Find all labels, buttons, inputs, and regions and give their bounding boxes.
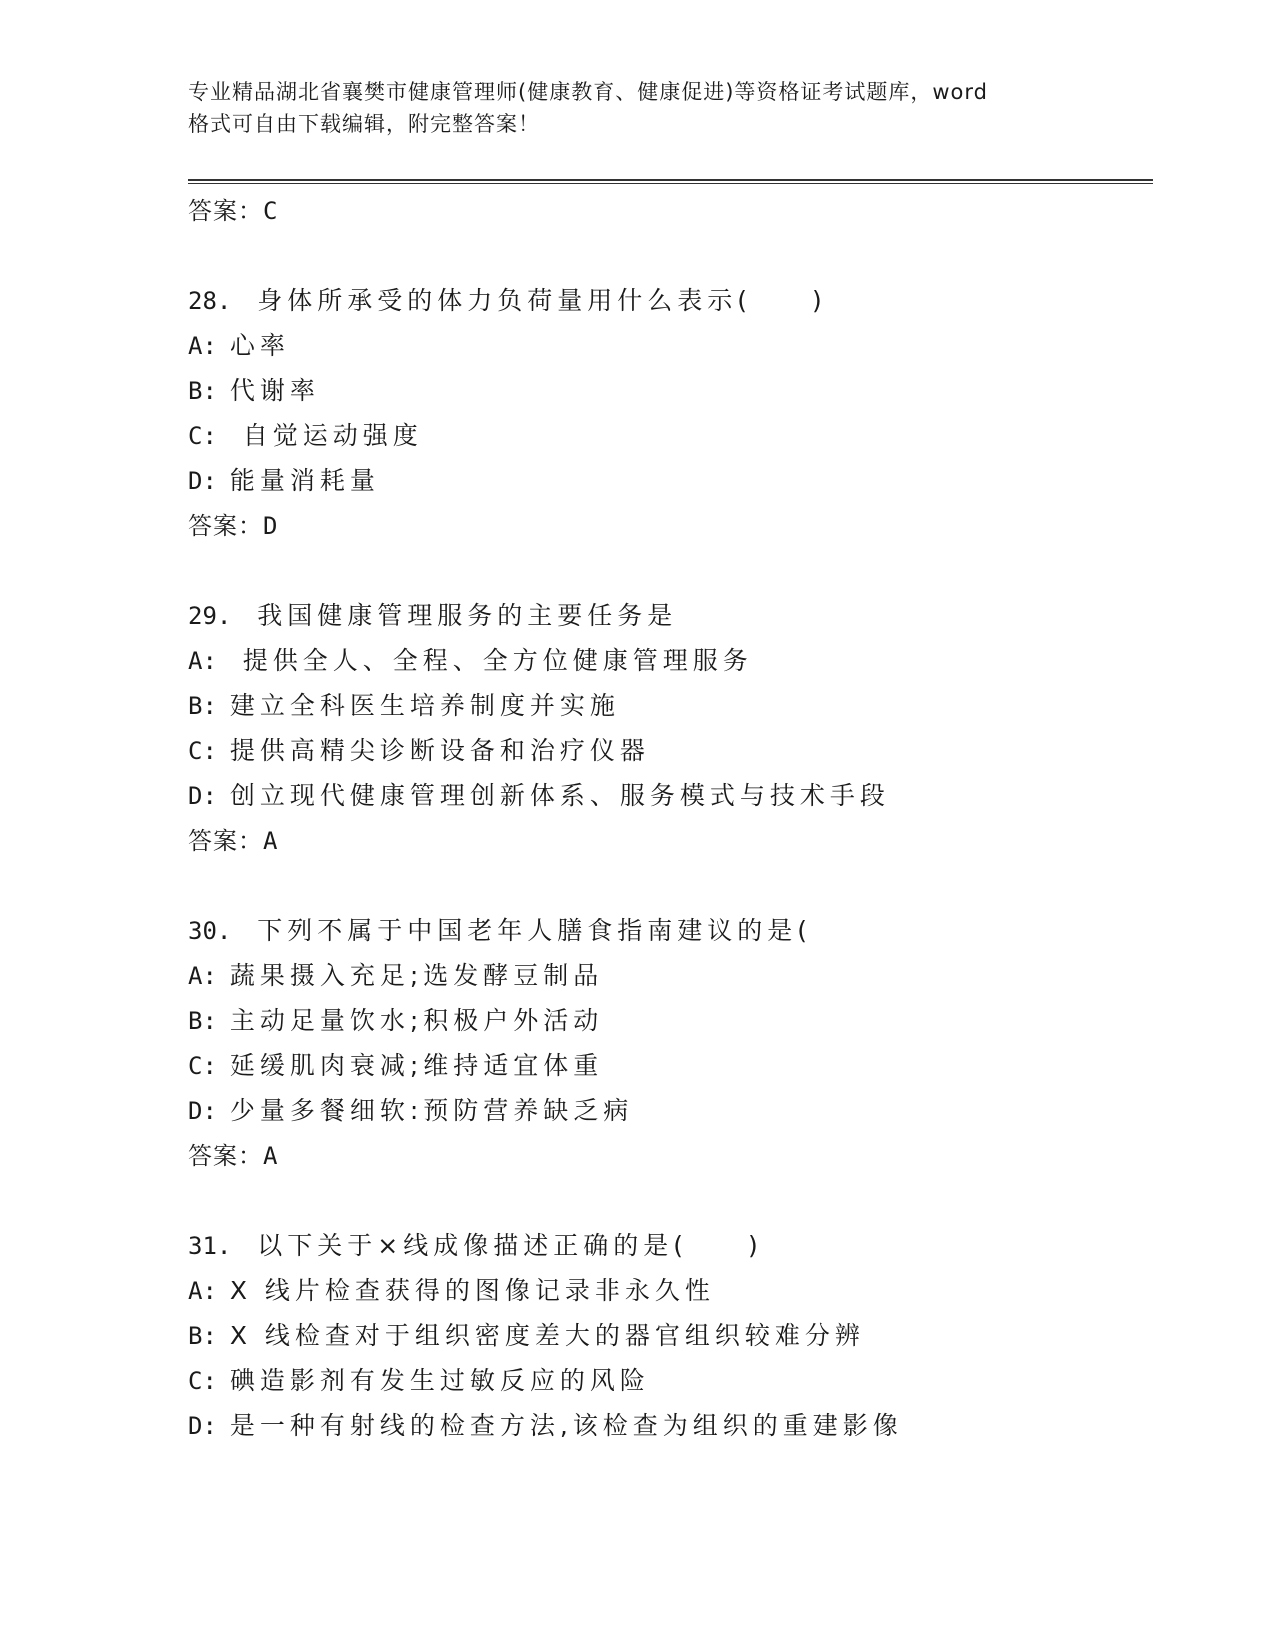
- option-gap: [217, 466, 230, 495]
- option-gap: [217, 961, 230, 990]
- option-line: [188, 638, 1153, 683]
- option-label: C:: [188, 422, 217, 450]
- option-line: [188, 368, 1153, 413]
- option-gap: [217, 1366, 230, 1395]
- option-text: 主动足量饮水;积极户外活动: [229, 1006, 604, 1035]
- option-line: [188, 1358, 1153, 1403]
- question-number-gap: [231, 916, 257, 945]
- answer-value: A: [263, 827, 279, 855]
- option-gap: [217, 1051, 230, 1080]
- option-label: B:: [188, 692, 217, 720]
- option-gap: [217, 376, 230, 405]
- option-line: [188, 413, 1153, 458]
- question-spacer: [188, 234, 1153, 278]
- option-label: A:: [188, 332, 217, 360]
- answer-label: 答案：: [188, 197, 263, 225]
- option-line: [188, 998, 1153, 1043]
- option-gap: [217, 736, 230, 765]
- option-text: X 线检查对于组织密度差大的器官组织较难分辨: [229, 1321, 865, 1350]
- option-text: 创立现代健康管理创新体系、服务模式与技术手段: [229, 781, 890, 810]
- header-divider: [188, 179, 1153, 184]
- answer-line: [188, 818, 1153, 864]
- option-label: B:: [188, 377, 217, 405]
- question-list: [188, 188, 1153, 1448]
- option-line: [188, 458, 1153, 503]
- question-number-gap: [231, 601, 257, 630]
- option-text: 提供全人、全程、全方位健康管理服务: [229, 646, 753, 675]
- answer-line: [188, 503, 1153, 549]
- option-text: X 线片检查获得的图像记录非永久性: [229, 1276, 715, 1305]
- answer-label: 答案：: [188, 827, 263, 855]
- question-number-gap: [231, 286, 257, 315]
- option-label: B:: [188, 1322, 217, 1350]
- question-text: 身体所承受的体力负荷量用什么表示( ): [257, 286, 827, 315]
- option-label: A:: [188, 962, 217, 990]
- option-label: D:: [188, 1412, 217, 1440]
- option-text: 碘造影剂有发生过敏反应的风险: [229, 1366, 650, 1395]
- option-gap: [217, 421, 230, 450]
- option-text: 是一种有射线的检查方法,该检查为组织的重建影像: [229, 1411, 903, 1440]
- option-text: 自觉运动强度: [229, 421, 423, 450]
- question-text: 以下关于×线成像描述正确的是( ): [257, 1231, 763, 1260]
- option-gap: [217, 1411, 230, 1440]
- question-number: 31.: [188, 1232, 232, 1260]
- option-line: [188, 1268, 1153, 1313]
- question-spacer: [188, 1179, 1153, 1223]
- question-spacer: [188, 864, 1153, 908]
- option-label: B:: [188, 1007, 217, 1035]
- option-text: 少量多餐细软:预防营养缺乏病: [229, 1096, 634, 1125]
- option-line: [188, 1043, 1153, 1088]
- option-text: 延缓肌肉衰减;维持适宜体重: [229, 1051, 604, 1080]
- option-text: 蔬果摄入充足;选发酵豆制品: [229, 961, 604, 990]
- option-label: A:: [188, 1277, 217, 1305]
- answer-line: [188, 1133, 1153, 1179]
- answer-value: D: [263, 512, 279, 540]
- option-line: [188, 683, 1153, 728]
- option-label: C:: [188, 737, 217, 765]
- option-line: [188, 953, 1153, 998]
- option-gap: [217, 781, 230, 810]
- option-line: [188, 1403, 1153, 1448]
- answer-line: [188, 188, 1153, 234]
- option-gap: [217, 691, 230, 720]
- option-line: [188, 728, 1153, 773]
- option-gap: [217, 1006, 230, 1035]
- option-gap: [217, 331, 230, 360]
- question-text: 下列不属于中国老年人膳食指南建议的是(: [257, 916, 813, 945]
- option-text: 建立全科医生培养制度并实施: [229, 691, 620, 720]
- page-header: [188, 76, 1088, 140]
- option-gap: [217, 1321, 230, 1350]
- question-text: 我国健康管理服务的主要任务是: [257, 601, 678, 630]
- option-gap: [217, 1276, 230, 1305]
- answer-label: 答案：: [188, 1142, 263, 1170]
- option-label: D:: [188, 467, 217, 495]
- option-label: C:: [188, 1367, 217, 1395]
- question-stem: [188, 593, 1153, 638]
- question-number-gap: [231, 1231, 257, 1260]
- option-text: 能量消耗量: [229, 466, 380, 495]
- question-number: 28.: [188, 287, 232, 315]
- question-number: 30.: [188, 917, 232, 945]
- option-label: D:: [188, 782, 217, 810]
- option-text: 提供高精尖诊断设备和治疗仪器: [229, 736, 650, 765]
- option-label: A:: [188, 647, 217, 675]
- option-line: [188, 773, 1153, 818]
- option-text: 代谢率: [229, 376, 320, 405]
- option-text: 心率: [229, 331, 290, 360]
- answer-label: 答案：: [188, 512, 263, 540]
- option-gap: [217, 646, 230, 675]
- question-spacer: [188, 549, 1153, 593]
- header-line-1: 专业精品湖北省襄樊市健康管理师(健康教育、健康促进)等资格证考试题库，word: [188, 80, 989, 104]
- option-label: D:: [188, 1097, 217, 1125]
- question-stem: [188, 1223, 1153, 1268]
- option-line: [188, 1088, 1153, 1133]
- question-stem: [188, 908, 1153, 953]
- option-line: [188, 1313, 1153, 1358]
- answer-value: A: [263, 1142, 279, 1170]
- option-gap: [217, 1096, 230, 1125]
- question-stem: [188, 278, 1153, 323]
- option-label: C:: [188, 1052, 217, 1080]
- header-line-2: 格式可自由下载编辑，附完整答案！: [188, 112, 540, 136]
- option-line: [188, 323, 1153, 368]
- question-number: 29.: [188, 602, 232, 630]
- answer-value: C: [263, 197, 279, 225]
